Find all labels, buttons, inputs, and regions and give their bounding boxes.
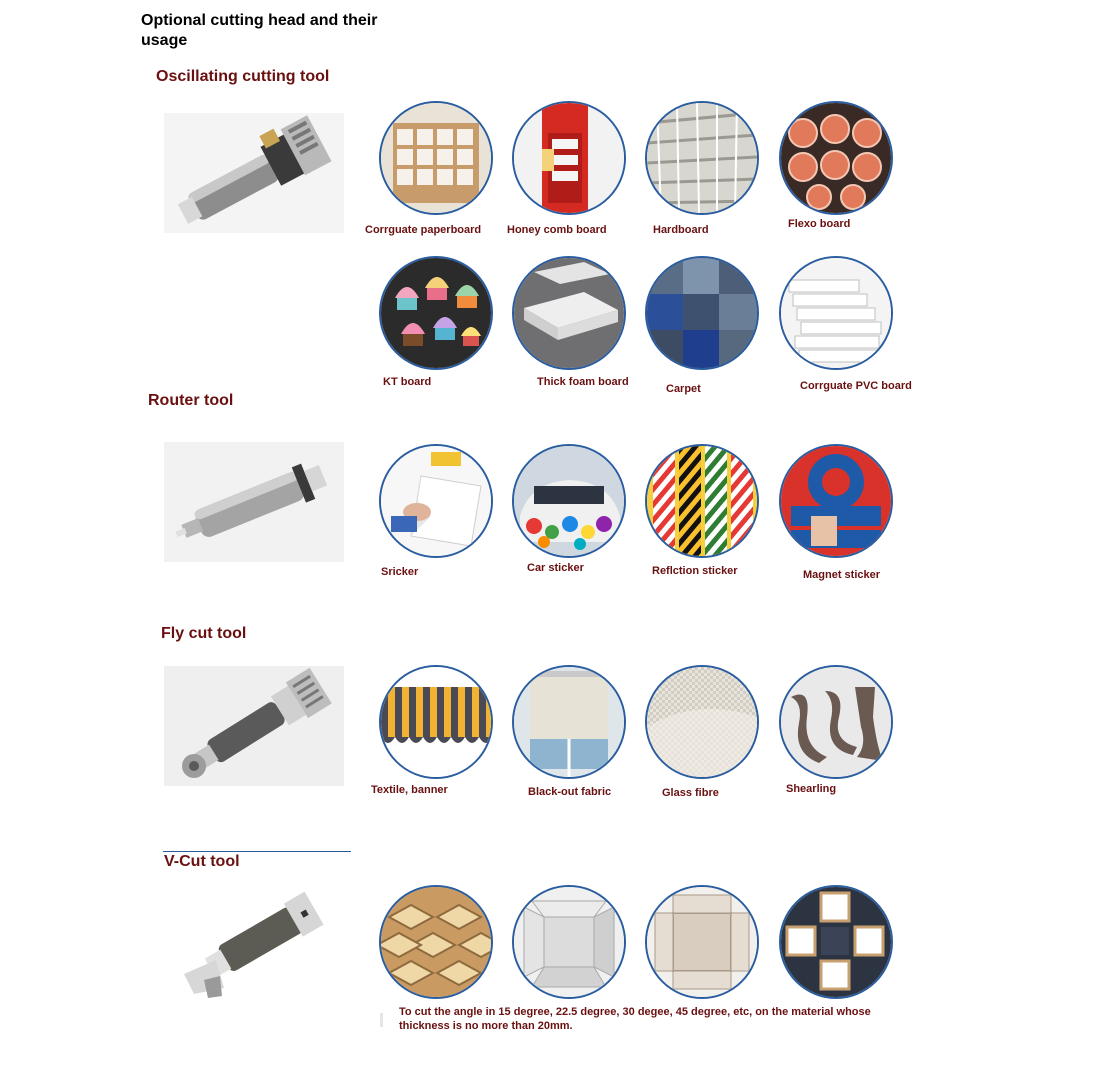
v-cut-note: To cut the angle in 15 degree, 22.5 degree, 30 degee, 45 degree, etc, on the material whose thickness is no more than 20mm.	[399, 1006, 871, 1032]
magnet-sticker-icon	[779, 444, 893, 558]
glass-fibre-icon	[645, 665, 759, 779]
caption-blackout-fabric: Black-out fabric	[528, 786, 612, 798]
corrugate-pvc-board-icon	[779, 256, 893, 370]
section-divider	[163, 851, 351, 852]
caption-hardboard: Hardboard	[653, 224, 709, 236]
caption-corrugate-pvc-board: Corrguate PVC board	[800, 380, 912, 392]
honeycomb-board-icon	[512, 101, 626, 215]
reflection-sticker-icon	[645, 444, 759, 558]
oscillating-tool-image	[164, 113, 344, 233]
router-tool-image	[164, 442, 344, 562]
folded-box-icon	[512, 885, 626, 999]
caption-textile-banner: Textile, banner	[371, 784, 448, 796]
v-cut-board-grid-icon	[379, 885, 493, 999]
kt-board-icon	[379, 256, 493, 370]
section-title-v-cut: V-Cut tool	[164, 853, 240, 870]
caption-honeycomb-board: Honey comb board	[507, 224, 607, 236]
section-title-fly-cut: Fly cut tool	[161, 625, 247, 642]
v-cut-tool-image	[164, 884, 344, 1004]
caption-flexo-board: Flexo board	[788, 218, 851, 230]
hardboard-icon	[645, 101, 759, 215]
caption-corrugate-paperboard: Corrguate paperboard	[365, 224, 482, 236]
page-title: Optional cutting head and their usage	[141, 12, 378, 49]
box-blank-icon	[645, 885, 759, 999]
caption-magnet-sticker: Magnet sticker	[803, 569, 881, 581]
decorative-mark	[380, 1013, 383, 1027]
car-sticker-icon	[512, 444, 626, 558]
carpet-icon	[645, 256, 759, 370]
section-title-oscillating: Oscillating cutting tool	[156, 68, 330, 85]
caption-glass-fibre: Glass fibre	[662, 787, 719, 799]
caption-shearling: Shearling	[786, 783, 837, 795]
textile-banner-icon	[379, 665, 493, 779]
caption-car-sticker: Car sticker	[527, 562, 584, 574]
caption-thick-foam-board: Thick foam board	[537, 376, 629, 388]
blackout-fabric-icon	[512, 665, 626, 779]
caption-carpet: Carpet	[666, 383, 701, 395]
thick-foam-board-icon	[512, 256, 626, 370]
corrugate-paperboard-icon	[379, 101, 493, 215]
sticker-icon	[379, 444, 493, 558]
v-cut-squares-icon	[779, 885, 893, 999]
fly-cut-tool-image	[164, 666, 344, 786]
caption-sticker: Sricker	[381, 566, 419, 578]
caption-kt-board: KT board	[383, 376, 432, 388]
flexo-board-icon	[779, 101, 893, 215]
caption-reflection-sticker: Reflction sticker	[652, 565, 738, 577]
section-title-router: Router tool	[148, 392, 234, 409]
shearling-icon	[779, 665, 893, 779]
